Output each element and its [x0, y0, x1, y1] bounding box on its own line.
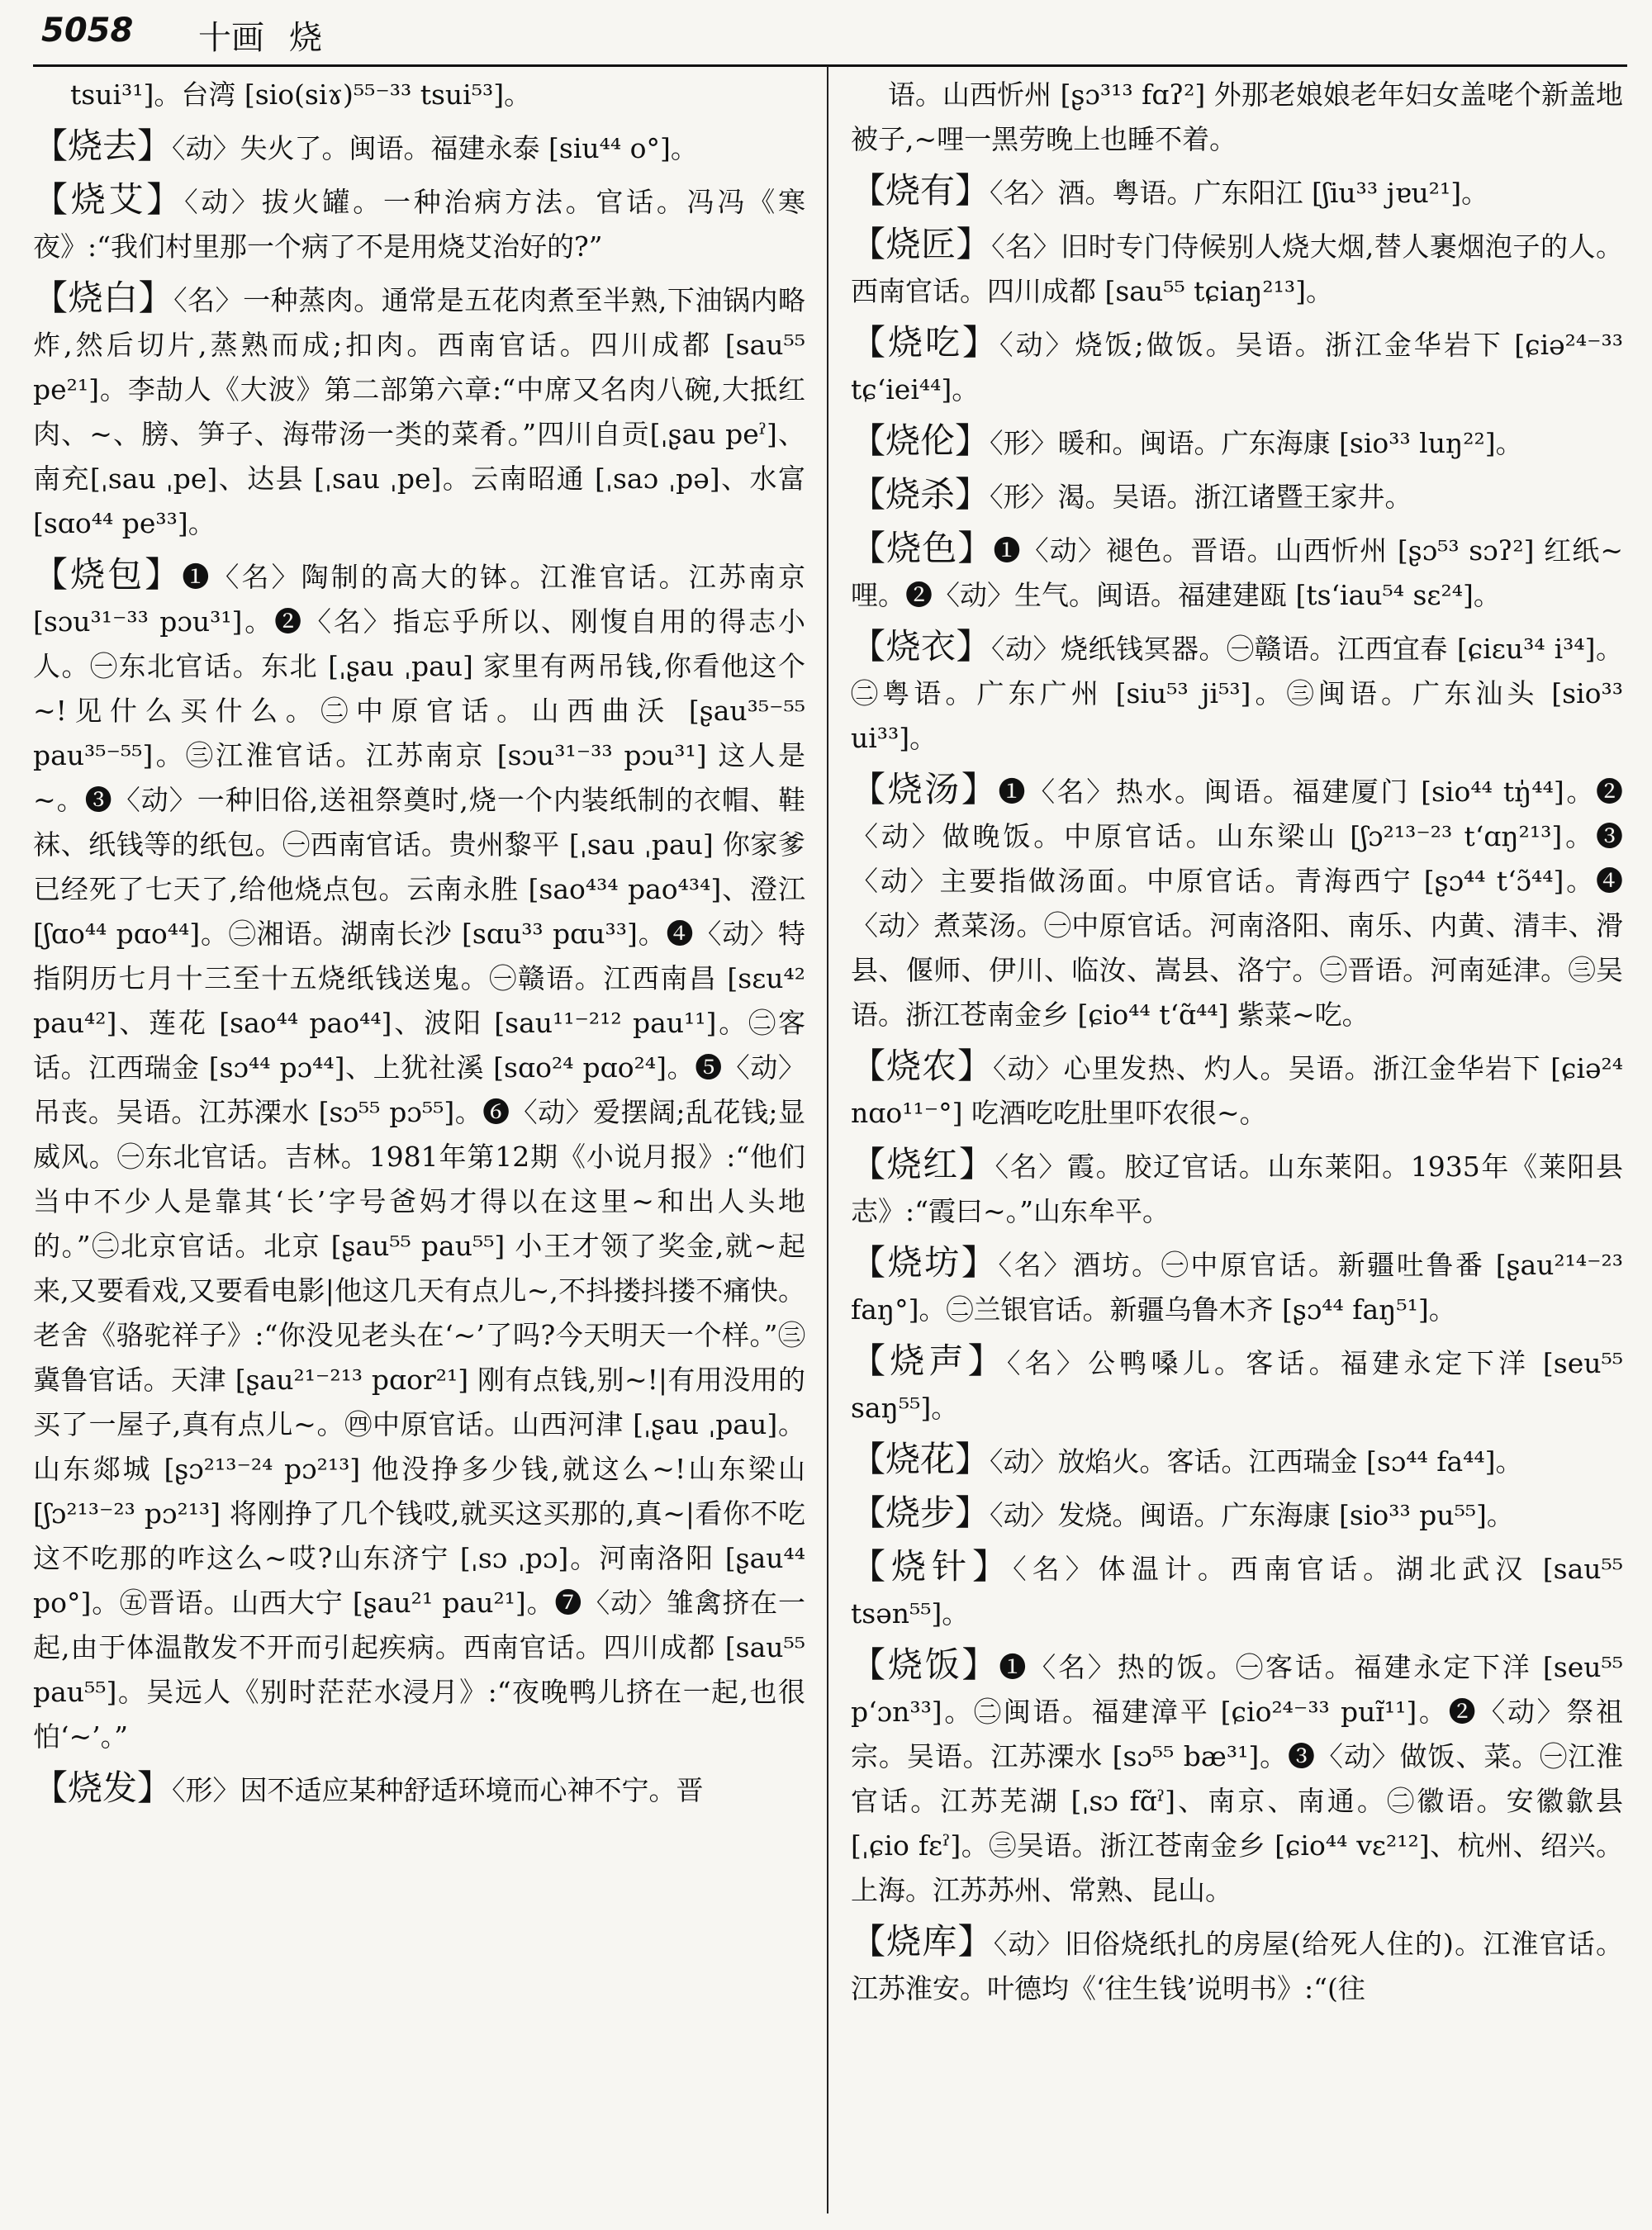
definition-text: 〈动〉失火了。闽语。福建永泰 [siu⁴⁴ o°]。 — [172, 132, 698, 164]
definition-text: 〈动〉旧俗烧纸扎的房屋(给死人住的)。江淮官话。江苏淮安。叶德均《‘往生钱’说明书》:“(往 — [851, 1928, 1623, 2005]
dictionary-entry-shaose — [851, 526, 1623, 618]
headword: 【烧白】 — [33, 278, 174, 318]
dictionary-entry-shaonong — [851, 1044, 1623, 1136]
definition-text: ❶〈动〉褪色。晋语。山西忻州 [ʂɔ⁵³ sɔʔ²] 红纸~哩。❷〈动〉生气。闽语。福建建瓯 [tsʻiau⁵⁴ sɛ²⁴]。 — [851, 534, 1623, 611]
definition-text: 〈名〉公鸭嗓儿。客话。福建永定下洋 [seu⁵⁵ saŋ⁵⁵]。 — [851, 1347, 1623, 1424]
definition-text: ❶〈名〉陶制的高大的钵。江淮官话。江苏南京 [sɔu³¹⁻³³ pɔu³¹]。❷〈名〉指忘乎所以、刚愎自用的得志小人。㊀东北官话。东北 [ˌʂau ˌpau] 家里有两吊钱,你看他这个~!见什么买什么。㊁中原官话。山西曲沃 [ʂau³⁵⁻⁵⁵ pau³⁵⁻⁵⁵]。㊂江淮官话。江苏南京 [sɔu³¹⁻³³ pɔu³¹] 这人是~。❸〈动〉一种旧俗,送祖祭奠时,烧一个内装纸制的衣帽、鞋袜、纸钱等的纸包。㊀西南官话。贵州黎平 [ˌsau ˌpau] 你家爹已经死了七天了,给他烧点包。云南永胜 [sao⁴³⁴ pao⁴³⁴]、澄江 [ʃɑo⁴⁴ pɑo⁴⁴]。㊁湘语。湖南长沙 [sɑu³³ pɑu³³]。❹〈动〉特指阴历七月十三至十五烧纸钱送鬼。㊀赣语。江西南昌 [sɛu⁴² pau⁴²]、莲花 [sao⁴⁴ pao⁴⁴]、波阳 [sau¹¹⁻²¹² pau¹¹]。㊁客话。江西瑞金 [sɔ⁴⁴ pɔ⁴⁴]、上犹社溪 [sɑo²⁴ pɑo²⁴]。❺〈动〉吊丧。吴语。江苏溧水 [sɔ⁵⁵ pɔ⁵⁵]。❻〈动〉爱摆阔;乱花钱;显威风。㊀东北官话。吉林。1981年第12期《小说月报》:“他们当中不少人是靠其‘长’字号爸妈才得以在这里~和出人头地的。”㊁北京官话。北京 [ʂau⁵⁵ pau⁵⁵] 小王才领了奖金,就~起来,又要看戏,又要看电影|他这几天有点儿~,不抖搂抖搂不痛快。老舍《骆驼祥子》:“你没见老头在‘~’了吗?今天明天一个样。”㊂冀鲁官话。天津 [ʂau²¹⁻²¹³ pɑor²¹] 刚有点钱,别~!|有用没用的买了一屋子,真有点儿~。㊃中原官话。山西河津 [ˌʂau ˌpau]。山东郯城 [ʂɔ²¹³⁻²⁴ pɔ²¹³] 他没挣多少钱,就这么~!山东梁山 [ʃɔ²¹³⁻²³ pɔ²¹³] 将刚挣了几个钱哎,就买这买那的,真~|看你不吃这不吃那的咋这么~哎?山东济宁 [ˌsɔ ˌpɔ]。河南洛阳 [ʂau⁴⁴ po°]。㊄晋语。山西大宁 [ʂau²¹ pau²¹]。❼〈动〉雏禽挤在一起,由于体温散发不开而引起疾病。西南官话。四川成都 [sau⁵⁵ pau⁵⁵]。吴远人《别时茫茫水浸月》:“夜晚鸭儿挤在一起,也很怕‘~’。” — [33, 561, 805, 1753]
definition-text: 〈名〉体温计。西南官话。湖北武汉 [sau⁵⁵ tsən⁵⁵]。 — [851, 1553, 1623, 1630]
definition-text: tsui³¹]。台湾 [sio(siɤ)⁵⁵⁻³³ tsui⁵³]。 — [70, 78, 532, 111]
dictionary-entry-shaoai — [33, 178, 805, 269]
headword: 【烧红】 — [851, 1144, 995, 1184]
definition-text: 〈名〉酒坊。㊀中原官话。新疆吐鲁番 [ʂau²¹⁴⁻²³ faŋ°]。㊁兰银官话。新疆乌鲁木齐 [ʂɔ⁴⁴ faŋ⁵¹]。 — [851, 1249, 1623, 1326]
dictionary-entry-shaoyou — [851, 168, 1623, 216]
page-header — [33, 0, 1627, 67]
definition-text: 〈动〉拔火罐。一种治病方法。官话。冯冯《寒夜》:“我们村里那一个病了不是用烧艾治好的?” — [33, 186, 805, 263]
column-divider — [827, 66, 828, 2213]
definition-text: 〈形〉暖和。闽语。广东海康 [sio³³ luŋ²²]。 — [990, 427, 1523, 459]
dictionary-entry-shaobu — [851, 1491, 1623, 1538]
headword: 【烧汤】 — [851, 769, 999, 809]
dictionary-entry-shaozhen — [851, 1544, 1623, 1636]
dictionary-entry-shaobai — [33, 276, 805, 546]
headword: 【烧杀】 — [851, 474, 990, 515]
dictionary-entry-shaojiang — [851, 222, 1623, 314]
dictionary-entry-shaofa — [33, 1766, 805, 1813]
headword: 【烧饭】 — [851, 1644, 999, 1685]
definition-text: 〈名〉旧时专门侍候别人烧大烟,替人裹烟泡子的人。西南官话。四川成都 [sau⁵⁵ tɕiaŋ²¹³]。 — [851, 230, 1623, 307]
left-column — [33, 73, 805, 2220]
definition-text: 〈动〉发烧。闽语。广东海康 [sio³³ pu⁵⁵]。 — [990, 1499, 1514, 1531]
dictionary-entry-shaosheng — [851, 1339, 1623, 1431]
definition-text: 〈名〉一种蒸肉。通常是五花肉煮至半熟,下油锅内略炸,然后切片,蒸熟而成;扣肉。西南官话。四川成都 [sau⁵⁵ pe²¹]。李劼人《大波》第二部第六章:“中席又名肉八碗,大抵红肉、~、膀、笋子、海带汤一类的菜肴。”四川自贡[ˌʂau peˀ]、南充[ˌsau ˌpe]、达县 [ˌsau ˌpe]。云南昭通 [ˌsaɔ ˌpə]、水富 [sɑo⁴⁴ pe³³]。 — [33, 284, 805, 539]
stroke-count-label: 十画 — [198, 19, 264, 57]
dictionary-entry-shaosha — [851, 472, 1623, 520]
definition-text: 〈动〉放焰火。客话。江西瑞金 [sɔ⁴⁴ fa⁴⁴]。 — [990, 1445, 1523, 1478]
dictionary-entry-shaofang — [851, 1241, 1623, 1332]
dictionary-entry-cont2 — [851, 73, 1623, 162]
dictionary-entry-shaohong — [851, 1142, 1623, 1234]
headword: 【烧衣】 — [851, 626, 991, 667]
definition-text: 〈形〉因不适应某种舒适环境而心神不宁。晋 — [172, 1774, 704, 1806]
right-column — [851, 73, 1623, 2220]
definition-text: 〈动〉心里发热、灼人。吴语。浙江金华岩下 [ɕiə²⁴ nɑo¹¹⁻°] 吃酒吃吃肚里吓农很~。 — [851, 1052, 1623, 1129]
definition-text: ❶〈名〉热的饭。㊀客话。福建永定下洋 [seu⁵⁵ pʻɔn³³]。㊁闽语。福建漳平 [ɕio²⁴⁻³³ puɪ̃¹¹]。❷〈动〉祭祖宗。吴语。江苏溧水 [sɔ⁵⁵ bæ³¹]。❸〈动〉做饭、菜。㊀江淮官话。江苏芜湖 [ˌsɔ fɑ̃ˀ]、南京、南通。㊁徽语。安徽歙县 [ˌɕio fɛˀ]。㊂吴语。浙江苍南金乡 [ɕio⁴⁴ vɛ²¹²]、杭州、绍兴。上海。江苏苏州、常熟、昆山。 — [851, 1651, 1623, 1906]
dictionary-entry-shaoku — [851, 1919, 1623, 2011]
dictionary-entry-shaotang — [851, 767, 1623, 1037]
headword: 【烧色】 — [851, 528, 994, 568]
headword: 【烧吃】 — [851, 322, 1000, 363]
definition-text: 〈形〉渴。吴语。浙江诸暨王家井。 — [990, 481, 1412, 513]
definition-text: ❶〈名〉热水。闽语。福建厦门 [sio⁴⁴ tŋ̍⁴⁴]。❷〈动〉做晚饭。中原官话。山东梁山 [ʃɔ²¹³⁻²³ tʻɑŋ²¹³]。❸〈动〉主要指做汤面。中原官话。青海西宁 [ʂɔ⁴⁴ tʻɔ̃⁴⁴]。❹〈动〉煮菜汤。㊀中原官话。河南洛阳、南乐、内黄、清丰、滑县、偃师、伊川、临汝、嵩县、洛宁。㊁晋语。河南延津。㊂吴语。浙江苍南金乡 [ɕio⁴⁴ tʻɑ̃⁴⁴] 紫菜~吃。 — [851, 776, 1623, 1031]
dictionary-entry-shaochi — [851, 320, 1623, 412]
dictionary-entry-cont — [33, 73, 805, 117]
headword: 【烧去】 — [33, 126, 173, 166]
head-character: 烧 — [289, 19, 322, 57]
dictionary-entry-shaohua — [851, 1437, 1623, 1484]
headword: 【烧库】 — [851, 1921, 994, 1962]
dictionary-entry-shaolun — [851, 419, 1623, 466]
headword: 【烧发】 — [33, 1767, 173, 1808]
headword: 【烧坊】 — [851, 1242, 999, 1283]
headword: 【烧艾】 — [33, 179, 185, 220]
definition-text: 〈动〉烧饭;做饭。吴语。浙江金华岩下 [ɕiə²⁴⁻³³ tɕʻiei⁴⁴]。 — [851, 329, 1623, 406]
definition-text: 语。山西忻州 [ʂɔ³¹³ fɑʔ²] 外那老娘娘老年妇女盖咾个新盖地被子,~哩一黑劳晚上也睡不着。 — [851, 78, 1623, 155]
dictionary-entry-shaofan — [851, 1643, 1623, 1913]
definition-text: 〈动〉烧纸钱冥器。㊀赣语。江西宜春 [ɕiɛu³⁴ i³⁴]。㊁粤语。广东广州 [siu⁵³ ji⁵³]。㊂闽语。广东汕头 [sio³³ ui³³]。 — [851, 633, 1623, 754]
dictionary-entry-shaobao — [33, 553, 805, 1759]
headword: 【烧农】 — [851, 1046, 994, 1086]
dictionary-entry-shaoqu — [33, 124, 805, 171]
definition-text: 〈名〉酒。粤语。广东阳江 [ʃiu³³ jɐu²¹]。 — [990, 177, 1489, 209]
headword: 【烧花】 — [851, 1439, 990, 1479]
headword: 【烧声】 — [851, 1340, 1007, 1381]
headword: 【烧匠】 — [851, 224, 992, 264]
headword: 【烧伦】 — [851, 420, 990, 461]
definition-text: 〈名〉霞。胶辽官话。山东莱阳。1935年《莱阳县志》:“霞曰~。”山东牟平。 — [851, 1151, 1623, 1227]
dictionary-entry-shaoyi — [851, 624, 1623, 761]
page-number: 5058 — [41, 12, 134, 50]
headword: 【烧有】 — [851, 170, 990, 211]
headword: 【烧针】 — [851, 1546, 1014, 1587]
headword: 【烧包】 — [33, 554, 183, 595]
headword: 【烧步】 — [851, 1492, 990, 1533]
